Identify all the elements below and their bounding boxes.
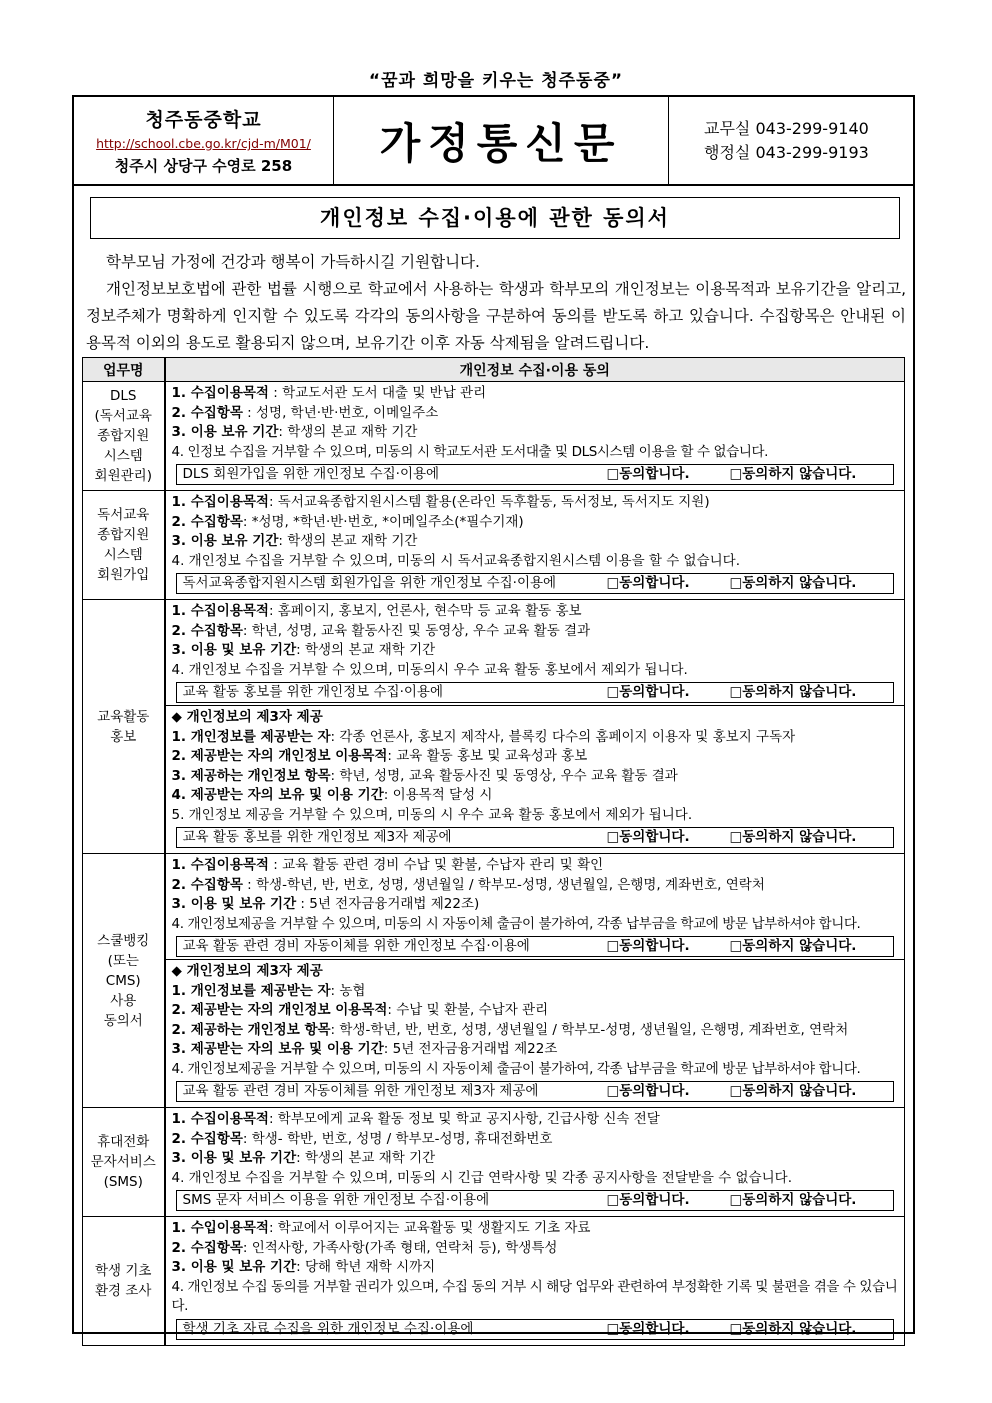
table-row (83, 854, 905, 1108)
agree-checkbox[interactable]: □동의합니다. (606, 1192, 690, 1208)
collection-section (172, 1219, 899, 1340)
detail-line: 1. 수집이용목적: 홈페이지, 홍보지, 언론사, 현수막 등 교육 활동 홍보 (171, 603, 582, 619)
agreement-box (176, 936, 895, 957)
task-name: 독서교육 종합지원 시스템 회원가입 (83, 491, 165, 600)
detail-line: 3. 이용 보유 기간: 학생의 본교 재학 기간 (171, 424, 418, 440)
consent-table (82, 357, 905, 1346)
disagree-checkbox[interactable]: □동의하지 않습니다. (729, 466, 857, 482)
detail-line: 4. 인정보 수집을 거부할 수 있으며, 미동의 시 학교도서관 도서대출 및 DLS시스템 이용을 할 수 없습니다. (171, 443, 769, 460)
detail-line: 4. 개인정보 수집을 거부할 수 있으며, 미동의 시 긴급 연락사항 및 각종 공지사항을 전달받을 수 없습니다. (171, 1169, 793, 1186)
detail-line: 1. 개인정보를 제공받는 자: 각종 언론사, 홍보지 제작사, 블록킹 다수의 홈페이지 이용자 및 홍보지 구독자 (171, 728, 796, 745)
consent-details (165, 854, 905, 1108)
agreement-box (176, 1081, 895, 1102)
consent-details (165, 382, 905, 491)
agree-checkbox[interactable]: □동의합니다. (606, 1320, 690, 1337)
newsletter-frame (72, 95, 915, 1337)
detail-line: 3. 제공받는 자의 보유 및 이용 기간: 5년 전자금융거래법 제22조 (171, 1041, 558, 1057)
agreement-label: 교육 활동 관련 경비 자동이체를 위한 개인정보 제3자 제공에 (182, 1083, 539, 1099)
collection-section (172, 602, 899, 703)
disagree-checkbox[interactable]: □동의하지 않습니다. (729, 829, 857, 845)
collection-section (172, 493, 899, 594)
motto: “꿈과 희망을 키우는 청주동중” (368, 71, 624, 91)
detail-line: 3. 제공하는 개인정보 항목: 학년, 성명, 교육 활동사진 및 동영상, 우수 교육 활동 결과 (171, 767, 678, 784)
task-name: DLS (독서교육 종합지원 시스템 회원관리) (83, 382, 165, 491)
consent-details (165, 491, 905, 600)
detail-line: 1. 수집이용목적: 학부모에게 교육 활동 정보 및 학교 공지사항, 긴급사항 신속 전달 (171, 1111, 660, 1127)
detail-line: 4. 개인정보 수집 동의를 거부할 권리가 있으며, 수집 동의 거부 시 해당 업무와 관련하여 부정확한 기록 및 불편을 겪을 수 있습니다. (171, 1278, 898, 1314)
disagree-checkbox[interactable]: □동의하지 않습니다. (729, 1083, 857, 1099)
table-row (83, 491, 905, 600)
agreement-label: 교육 활동 홍보를 위한 개인정보 수집·이용에 (182, 684, 443, 700)
detail-line: 3. 이용 및 보유 기간: 학생의 본교 재학 기간 (171, 1150, 436, 1166)
section-heading: ◆ 개인정보의 제3자 제공 (171, 963, 323, 979)
agreement-box (176, 827, 895, 848)
disagree-checkbox[interactable]: □동의하지 않습니다. (729, 1192, 857, 1208)
third-party-section (166, 959, 905, 1102)
disagree-checkbox[interactable]: □동의하지 않습니다. (729, 684, 857, 700)
agreement-box (176, 573, 895, 594)
agreement-label: SMS 문자 서비스 이용을 위한 개인정보 수집·이용에 (182, 1192, 490, 1208)
detail-line: 2. 수집항목: 학년, 성명, 교육 활동사진 및 동영상, 우수 교육 활동 결과 (171, 622, 591, 639)
detail-line: 1. 수집이용목적 : 학교도서관 도서 대출 및 반납 관리 (171, 385, 487, 401)
disagree-checkbox[interactable]: □동의하지 않습니다. (729, 1320, 857, 1337)
detail-line: 5. 개인정보 제공을 거부할 수 있으며, 미동의 시 우수 교육 활동 홍보에서 제외가 됩니다. (171, 806, 693, 823)
consent-details (165, 600, 905, 854)
detail-line: 3. 이용 및 보유 기간 : 5년 전자금융거래법 제22조) (171, 896, 480, 912)
col-header-task: 업무명 (83, 358, 165, 382)
agree-checkbox[interactable]: □동의합니다. (606, 466, 690, 482)
detail-line: 2. 제공받는 자의 개인정보 이용목적: 교육 활동 홍보 및 교육성과 홍보 (171, 748, 588, 764)
phone-admin: 행정실 043-299-9193 (704, 143, 869, 162)
agree-checkbox[interactable]: □동의합니다. (606, 829, 690, 845)
contact-info (669, 97, 913, 184)
detail-line: 2. 수집항목: 인적사항, 가족사항(가족 형태, 연락처 등), 학생특성 (171, 1239, 558, 1256)
agree-checkbox[interactable]: □동의합니다. (606, 684, 690, 700)
detail-line: 1. 개인정보를 제공받는 자: 농협 (171, 982, 366, 999)
detail-line: 1. 수집이용목적: 독서교육종합지원시스템 활용(온라인 독후활동, 독서정보, 독서지도 지원) (171, 494, 710, 510)
agreement-box (176, 1319, 895, 1340)
agreement-label: 학생 기초 자료 수집을 위한 개인정보 수집·이용에 (182, 1320, 474, 1337)
col-header-consent: 개인정보 수집·이용 동의 (165, 358, 905, 382)
task-name: 스쿨뱅킹 (또는 CMS) 사용 동의서 (83, 854, 165, 1108)
consent-details (165, 1108, 905, 1217)
collection-section (172, 1110, 899, 1211)
detail-line: 4. 제공받는 자의 보유 및 이용 기간: 이용목적 달성 시 (171, 787, 493, 803)
agreement-label: DLS 회원가입을 위한 개인정보 수집·이용에 (182, 466, 440, 482)
agreement-box (176, 682, 895, 703)
third-party-section (166, 705, 905, 848)
detail-line: 4. 개인정보 수집을 거부할 수 있으며, 미동의시 우수 교육 활동 홍보에서 제외가 됩니다. (171, 661, 688, 678)
table-row (83, 1108, 905, 1217)
intro-greeting: 학부모님 가정에 건강과 행복이 가득하시길 기원합니다. (106, 253, 480, 271)
detail-line: 4. 개인정보 수집을 거부할 수 있으며, 미동의 시 독서교육종합지원시스템 이용을 할 수 없습니다. (171, 552, 741, 569)
newsletter-title: 가정통신문 (334, 97, 669, 184)
consent-details (165, 1217, 905, 1346)
agreement-label: 교육 활동 홍보를 위한 개인정보 제3자 제공에 (182, 829, 452, 845)
table-row (83, 1217, 905, 1346)
school-address: 청주시 상당구 수영로 258 (114, 157, 293, 175)
disagree-checkbox[interactable]: □동의하지 않습니다. (729, 938, 857, 954)
school-info (74, 97, 334, 184)
detail-line: 2. 제공하는 개인정보 항목: 학생-학년, 반, 번호, 성명, 생년월일 / 학부모-성명, 생년월일, 은행명, 계좌번호, 연락처 (171, 1021, 849, 1038)
section-heading: ◆ 개인정보의 제3자 제공 (171, 709, 323, 725)
agree-checkbox[interactable]: □동의합니다. (606, 1083, 690, 1099)
intro (86, 249, 906, 357)
detail-line: 2. 수집항목 : 성명, 학년·반·번호, 이메일주소 (171, 404, 439, 421)
header (74, 97, 913, 186)
detail-line: 3. 이용 및 보유 기간: 당해 학년 재학 시까지 (171, 1259, 436, 1275)
intro-body: 개인정보보호법에 관한 법률 시행으로 학교에서 사용하는 학생과 학부모의 개인정보는 이용목적과 보유기간을 알리고, 정보주체가 명확하게 인지할 수 있도록 각각의 동의사항을 구분하여 동의를 받도록 하고 있습니다. 수집항목은 안내된 이용목적 이외의 용도로 활용되지 않으며, 보유기간 이후 자동 삭제됨을 알려드립니다. (86, 280, 906, 352)
agree-checkbox[interactable]: □동의합니다. (606, 938, 690, 954)
detail-line: 1. 수입이용목적: 학교에서 이루어지는 교육활동 및 생활지도 기초 자료 (171, 1220, 591, 1236)
table-row (83, 382, 905, 491)
school-name: 청주동중학교 (145, 109, 262, 131)
detail-line: 2. 제공받는 자의 개인정보 이용목적: 수납 및 환불, 수납자 관리 (171, 1002, 549, 1018)
table-row (83, 600, 905, 854)
task-name: 휴대전화 문자서비스 (SMS) (83, 1108, 165, 1217)
detail-line: 1. 수집이용목적 : 교육 활동 관련 경비 수납 및 환불, 수납자 관리 및 확인 (171, 857, 604, 873)
school-url-link[interactable]: http://school.cbe.go.kr/cjd-m/M01/ (96, 136, 311, 151)
disagree-checkbox[interactable]: □동의하지 않습니다. (729, 575, 857, 591)
collection-section (172, 856, 899, 957)
agreement-label: 독서교육종합지원시스템 회원가입을 위한 개인정보 수집·이용에 (182, 575, 557, 591)
agreement-label: 교육 활동 관련 경비 자동이체를 위한 개인정보 수집·이용에 (182, 938, 530, 954)
agreement-box (176, 464, 895, 485)
detail-line: 2. 수집항목: *성명, *학년·반·번호, *이메일주소(*필수기재) (171, 513, 524, 530)
collection-section (172, 384, 899, 485)
detail-line: 3. 이용 및 보유 기간: 학생의 본교 재학 기간 (171, 642, 436, 658)
task-name: 학생 기초 환경 조사 (83, 1217, 165, 1346)
agreement-box (176, 1190, 895, 1211)
phone-office: 교무실 043-299-9140 (704, 119, 869, 138)
agree-checkbox[interactable]: □동의합니다. (606, 575, 690, 591)
detail-line: 2. 수집항목: 학생- 학반, 번호, 성명 / 학부모-성명, 휴대전화번호 (171, 1130, 553, 1147)
detail-line: 3. 이용 보유 기간: 학생의 본교 재학 기간 (171, 533, 418, 549)
detail-line: 4. 개인정보제공을 거부할 수 있으며, 미동의 시 자동이체 출금이 불가하여, 각종 납부금을 학교에 방문 납부하셔야 합니다. (171, 1060, 861, 1077)
consent-title: 개인정보 수집·이용에 관한 동의서 (90, 197, 900, 239)
task-name: 교육활동 홍보 (83, 600, 165, 854)
detail-line: 4. 개인정보제공을 거부할 수 있으며, 미동의 시 자동이체 출금이 불가하여, 각종 납부금을 학교에 방문 납부하셔야 합니다. (171, 915, 861, 932)
detail-line: 2. 수집항목 : 학생-학년, 반, 번호, 성명, 생년월일 / 학부모-성명, 생년월일, 은행명, 계좌번호, 연락처 (171, 876, 765, 893)
